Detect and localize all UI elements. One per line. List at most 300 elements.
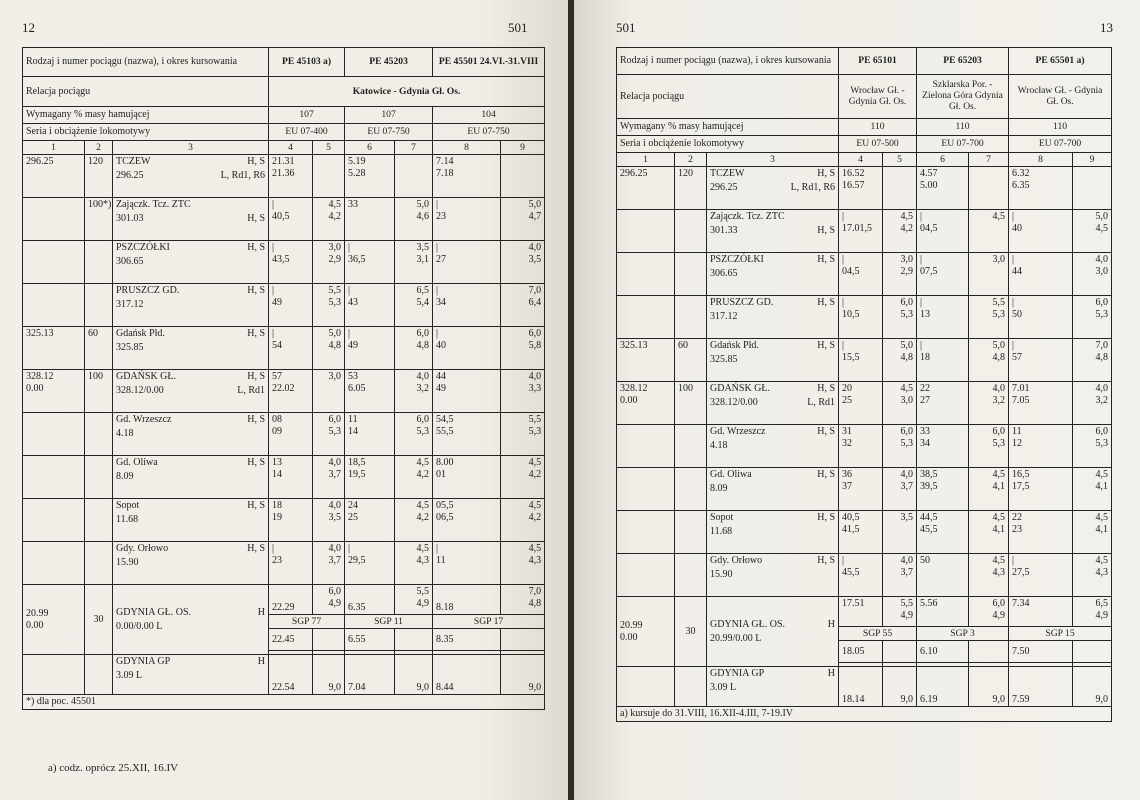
time-cell: 13 14	[269, 456, 313, 499]
train-header: PE 45501 24.VI.-31.VIII	[433, 48, 545, 77]
run-time: 7,0 4,8	[501, 585, 545, 615]
time-cell: 4.57 5.00	[917, 167, 969, 210]
station-distance: 317.12	[116, 298, 144, 310]
station-distance: 3.09 L	[710, 681, 737, 693]
time-cell: | 29,5	[345, 542, 395, 585]
km-cell	[23, 542, 85, 585]
column-number: 8	[433, 141, 501, 155]
time-cell: | 49	[269, 284, 313, 327]
station-name: Gdy. Orłowo	[710, 555, 763, 566]
station-distance-signs: H, S	[247, 212, 266, 224]
run-time: 4,5 4,3	[969, 554, 1009, 597]
station-distance-signs: L, Rd1, R6	[790, 181, 836, 193]
station-cell	[113, 655, 269, 695]
run-time: 6,0 5,3	[883, 425, 917, 468]
run-time: 4,5 4,3	[1073, 554, 1112, 597]
train-header: PE 65203	[917, 48, 1009, 75]
station-distance: 325.85	[710, 353, 738, 365]
station-cell	[113, 542, 269, 585]
km-cell: 328.12 0.00	[617, 382, 675, 425]
run-time: 3,0	[313, 370, 345, 413]
station-cell	[113, 456, 269, 499]
column-number: 5	[883, 153, 917, 167]
station-name: GDYNIA GŁ. OS.	[710, 619, 785, 631]
column-number: 3	[113, 141, 269, 155]
time-cell: 22 23	[1009, 511, 1073, 554]
time-cell: 44 49	[433, 370, 501, 413]
loco-series: EU 07-400	[269, 124, 345, 141]
station-row	[23, 327, 545, 370]
time-cell: | 40,5	[269, 198, 313, 241]
run-time: 6,0 5,3	[313, 413, 345, 456]
station-distance: 4.18	[116, 427, 134, 439]
run-time	[1073, 167, 1112, 210]
km-cell	[23, 499, 85, 542]
station-signs: H, S	[817, 555, 836, 566]
braking-percent: 107	[345, 107, 433, 124]
km-cell: 328.12 0.00	[23, 370, 85, 413]
departure-time: 6.10	[917, 641, 969, 663]
station-name: Zajączk. Tcz. ZTC	[710, 211, 785, 222]
station-row	[617, 511, 1112, 554]
km-cell	[23, 456, 85, 499]
time-cell: 16.52 16.57	[839, 167, 883, 210]
sgp-track: SGP 3	[917, 627, 1009, 641]
time-cell: 22.54	[269, 655, 313, 695]
km-cell	[23, 284, 85, 327]
station-row	[23, 284, 545, 327]
station-distance: 11.68	[116, 513, 139, 525]
station-signs: H, S	[247, 371, 266, 382]
speed-cell: 120	[675, 167, 707, 210]
station-name: Gdańsk Płd.	[710, 340, 759, 351]
station-signs: H, S	[817, 168, 836, 179]
run-time: 3,5 3,1	[395, 241, 433, 284]
run-time: 3,0 2,9	[883, 253, 917, 296]
station-cell	[707, 425, 839, 468]
speed-cell	[85, 456, 113, 499]
time-cell: 57 22.02	[269, 370, 313, 413]
station-name: Gd. Wrzeszcz	[710, 426, 766, 437]
speed-cell	[85, 499, 113, 542]
speed-cell: 100	[85, 370, 113, 413]
arrival-time: 6.35	[345, 585, 395, 615]
run-time: 5,5 4,9	[395, 585, 433, 615]
station-cell	[113, 327, 269, 370]
run-time: 4,5 4,1	[969, 468, 1009, 511]
braking-percent: 110	[1009, 119, 1112, 136]
station-row	[617, 296, 1112, 339]
run-time: 4,0 3,7	[883, 468, 917, 511]
time-cell: | 43,5	[269, 241, 313, 284]
loco-label: Seria i obciążenie lokomotywy	[23, 124, 269, 141]
time-cell: | 23	[433, 198, 501, 241]
run-time: 4,0 3,7	[313, 456, 345, 499]
run-time: 4,5 4,2	[501, 456, 545, 499]
right-page	[574, 0, 1140, 800]
run-time: 4,5	[969, 210, 1009, 253]
run-time: 6,0 5,3	[969, 425, 1009, 468]
time-cell: 8.44	[433, 655, 501, 695]
station-cell	[707, 554, 839, 597]
run-time: 9,0	[501, 655, 545, 695]
time-cell: | 27,5	[1009, 554, 1073, 597]
timetable-number-left: 501	[508, 20, 528, 35]
station-signs: H, S	[247, 328, 266, 339]
time-cell: | 45,5	[839, 554, 883, 597]
run-time: 6,5 5,4	[395, 284, 433, 327]
time-cell: 6.19	[917, 667, 969, 707]
station-distance: 328.12/0.00	[710, 396, 758, 408]
time-cell: 50	[917, 554, 969, 597]
footnote-box: a) kursuje do 31.VIII, 16.XII-4.III, 7-19.IV	[617, 707, 1112, 722]
time-cell: 8.00 01	[433, 456, 501, 499]
station-distance: 0.00/0.00 L	[116, 620, 163, 632]
station-row	[23, 456, 545, 499]
km-cell	[617, 597, 675, 667]
column-number: 7	[969, 153, 1009, 167]
station-name: Gdańsk Płd.	[116, 328, 165, 339]
station-name: Gd. Wrzeszcz	[116, 414, 172, 425]
run-time	[501, 155, 545, 198]
departure-time: 18.05	[839, 641, 883, 663]
speed-cell: 30	[675, 597, 707, 667]
column-number: 9	[1073, 153, 1112, 167]
train-header: PE 45203	[345, 48, 433, 77]
run-time: 5,0 4,8	[883, 339, 917, 382]
station-distance: 306.65	[710, 267, 738, 279]
km-value: 0.00	[26, 619, 44, 631]
time-cell: | 34	[433, 284, 501, 327]
station-signs: H, S	[247, 285, 266, 296]
train-relation: Wrocław Gł. - Gdynia Gł. Os.	[1009, 75, 1112, 119]
run-time: 3,0	[969, 253, 1009, 296]
speed-cell	[85, 542, 113, 585]
column-number: 1	[23, 141, 85, 155]
arrival-time: 22.29	[269, 585, 313, 615]
time-cell: 18 19	[269, 499, 313, 542]
km-cell	[617, 425, 675, 468]
column-number: 6	[345, 141, 395, 155]
km-cell	[23, 241, 85, 284]
column-number: 4	[839, 153, 883, 167]
braking-percent: 110	[917, 119, 1009, 136]
relation-label: Relacja pociągu	[617, 75, 839, 119]
column-number: 7	[395, 141, 433, 155]
sgp-track: SGP 15	[1009, 627, 1112, 641]
run-time: 5,5 5,3	[969, 296, 1009, 339]
run-time: 5,0 4,5	[1073, 210, 1112, 253]
station-cell	[113, 241, 269, 284]
km-cell: 296.25	[23, 155, 85, 198]
time-cell: | 44	[1009, 253, 1073, 296]
speed-cell: 60	[85, 327, 113, 370]
run-time: 6,0 5,3	[883, 296, 917, 339]
time-cell: 11 14	[345, 413, 395, 456]
run-time: 4,5 4,2	[395, 499, 433, 542]
km-cell	[23, 655, 85, 695]
run-time: 9,0	[883, 667, 917, 707]
time-cell: 33 34	[917, 425, 969, 468]
station-row	[617, 425, 1112, 468]
loco-series: EU 07-700	[917, 136, 1009, 153]
station-row	[617, 468, 1112, 511]
time-cell: 36 37	[839, 468, 883, 511]
train-header: PE 65101	[839, 48, 917, 75]
left-page	[0, 0, 568, 800]
station-distance-signs: L, Rd1	[807, 396, 836, 408]
footnote-box: *) dla poc. 45501	[23, 695, 545, 710]
station-name: GDYNIA GŁ. OS.	[116, 607, 191, 619]
station-signs: H, S	[247, 414, 266, 425]
time-cell: 33	[345, 198, 395, 241]
time-cell: 6.32 6.35	[1009, 167, 1073, 210]
speed-cell	[675, 210, 707, 253]
km-cell	[617, 667, 675, 707]
station-name: Gd. Oliwa	[710, 469, 752, 480]
km-cell	[617, 511, 675, 554]
arrival-time: 8.18	[433, 585, 501, 615]
sgp-track: SGP 11	[345, 615, 433, 629]
braking-label: Wymagany % masy hamującej	[23, 107, 269, 124]
run-time: 3,5	[883, 511, 917, 554]
run-time	[395, 155, 433, 198]
run-time: 4,0 3,5	[313, 499, 345, 542]
station-cell	[113, 370, 269, 413]
station-distance: 301.33	[710, 224, 738, 236]
km-cell	[617, 210, 675, 253]
km-cell: 325.13	[23, 327, 85, 370]
station-signs: H, S	[247, 457, 266, 468]
station-name: Zajączk. Tcz. ZTC	[116, 199, 191, 210]
run-time: 5,0 4,7	[501, 198, 545, 241]
time-cell: | 23	[269, 542, 313, 585]
station-name: TCZEW	[116, 156, 151, 167]
train-header: PE 65501 a)	[1009, 48, 1112, 75]
run-time: 6,0 4,8	[395, 327, 433, 370]
station-row	[23, 542, 545, 585]
station-distance: 296.25	[116, 169, 144, 181]
station-signs: H	[257, 607, 266, 619]
station-name: Sopot	[710, 512, 734, 523]
station-distance: 20.99/0.00 L	[710, 632, 762, 644]
station-cell	[113, 499, 269, 542]
departure-time: 7.50	[1009, 641, 1073, 663]
run-time: 4,0 3,2	[395, 370, 433, 413]
km-cell	[617, 253, 675, 296]
run-time: 4,5 4,1	[1073, 468, 1112, 511]
time-cell: 20 25	[839, 382, 883, 425]
run-time: 4,5 4,3	[501, 542, 545, 585]
station-cell	[707, 296, 839, 339]
station-name: Gd. Oliwa	[116, 457, 158, 468]
km-value: 20.99	[26, 608, 49, 620]
station-row	[617, 167, 1112, 210]
station-name: Sopot	[116, 500, 140, 511]
time-cell: 7.14 7.18	[433, 155, 501, 198]
time-cell: | 54	[269, 327, 313, 370]
time-cell: 22 27	[917, 382, 969, 425]
station-name: TCZEW	[710, 168, 745, 179]
loco-series: EU 07-700	[1009, 136, 1112, 153]
time-cell: | 40	[1009, 210, 1073, 253]
time-cell: 7.01 7.05	[1009, 382, 1073, 425]
station-name: PSZCZÓŁKI	[116, 242, 170, 253]
time-cell: | 50	[1009, 296, 1073, 339]
run-time: 4,0 3,7	[313, 542, 345, 585]
train-header: PE 45103 a)	[269, 48, 345, 77]
run-time: 5,0 4,8	[313, 327, 345, 370]
run-time: 4,5 4,1	[1073, 511, 1112, 554]
time-cell: 24 25	[345, 499, 395, 542]
station-distance: 325.85	[116, 341, 144, 353]
station-distance: 4.18	[710, 439, 728, 451]
station-row	[617, 339, 1112, 382]
station-name: GDAŃSK GŁ.	[710, 383, 770, 394]
speed-cell	[675, 511, 707, 554]
run-time: 4,0 3,0	[1073, 253, 1112, 296]
station-distance: 296.25	[710, 181, 738, 193]
speed-cell	[675, 667, 707, 707]
time-cell: | 04,5	[839, 253, 883, 296]
time-cell: | 07,5	[917, 253, 969, 296]
run-time: 4,0 3,5	[501, 241, 545, 284]
time-cell: 16,5 17,5	[1009, 468, 1073, 511]
run-time: 4,5 3,0	[883, 382, 917, 425]
run-time: 9,0	[395, 655, 433, 695]
speed-cell	[85, 284, 113, 327]
run-time: 4,5 4,3	[395, 542, 433, 585]
station-distance: 15.90	[116, 556, 139, 568]
run-time: 6,0 5,3	[1073, 296, 1112, 339]
time-cell: 40,5 41,5	[839, 511, 883, 554]
station-row	[23, 241, 545, 284]
run-time: 4,5 4,2	[501, 499, 545, 542]
column-number: 8	[1009, 153, 1073, 167]
page-number-right: 13	[1100, 20, 1113, 35]
braking-percent: 104	[433, 107, 545, 124]
station-cell	[113, 155, 269, 198]
km-cell	[617, 554, 675, 597]
time-cell: 08 09	[269, 413, 313, 456]
station-signs: H, S	[247, 500, 266, 511]
train-number-label: Rodzaj i numer pociągu (nazwa), i okres kursowania	[23, 48, 269, 77]
arrival-time: 17.51	[839, 597, 883, 627]
speed-cell	[675, 425, 707, 468]
timetable-table-left	[22, 47, 545, 710]
time-cell: | 27	[433, 241, 501, 284]
loco-series: EU 07-500	[839, 136, 917, 153]
station-cell	[707, 210, 839, 253]
sgp-track: SGP 17	[433, 615, 545, 629]
station-name: PSZCZÓŁKI	[710, 254, 764, 265]
run-time: 4,5 4,2	[395, 456, 433, 499]
km-value: 20.99	[620, 620, 643, 632]
run-time: 4,0 3,3	[501, 370, 545, 413]
station-name: PRUSZCZ GD.	[116, 285, 180, 296]
speed-cell	[675, 554, 707, 597]
station-row	[23, 370, 545, 413]
station-row	[23, 499, 545, 542]
time-cell: 44,5 45,5	[917, 511, 969, 554]
braking-percent: 107	[269, 107, 345, 124]
footnote: a) codz. oprócz 25.XII, 16.IV	[48, 762, 179, 774]
column-number: 3	[707, 153, 839, 167]
station-cell	[113, 413, 269, 456]
run-time: 9,0	[313, 655, 345, 695]
station-distance: 317.12	[710, 310, 738, 322]
station-cell	[707, 667, 839, 707]
timetable-table-right	[616, 47, 1112, 722]
km-cell	[617, 468, 675, 511]
timetable-number-right: 501	[616, 20, 636, 35]
speed-cell	[675, 253, 707, 296]
run-time: 7,0 4,8	[1073, 339, 1112, 382]
run-time: 5,5 5,3	[313, 284, 345, 327]
time-cell: | 11	[433, 542, 501, 585]
station-signs: H, S	[817, 254, 836, 265]
sgp-track: SGP 77	[269, 615, 345, 629]
departure-time: 6.55	[345, 629, 395, 651]
speed-cell: 30	[85, 585, 113, 655]
speed-cell: 60	[675, 339, 707, 382]
station-distance: 3.09 L	[116, 669, 143, 681]
station-distance-signs: L, Rd1	[237, 384, 266, 396]
time-cell: 21.31 21.36	[269, 155, 313, 198]
run-time: 4,5 4,1	[969, 511, 1009, 554]
km-cell: 325.13	[617, 339, 675, 382]
run-time: 4,0 3,2	[969, 382, 1009, 425]
station-distance: 328.12/0.00	[116, 384, 164, 396]
station-name: GDYNIA GP	[116, 656, 171, 668]
column-number: 2	[85, 141, 113, 155]
speed-cell	[85, 241, 113, 284]
km-cell	[23, 413, 85, 456]
column-number: 5	[313, 141, 345, 155]
run-time: 4,0 3,2	[1073, 382, 1112, 425]
time-cell: | 15,5	[839, 339, 883, 382]
loco-series: EU 07-750	[345, 124, 433, 141]
km-cell	[23, 198, 85, 241]
run-time: 6,5 4,9	[1073, 597, 1112, 627]
station-cell	[707, 253, 839, 296]
time-cell: | 17.01,5	[839, 210, 883, 253]
column-number: 6	[917, 153, 969, 167]
station-signs: H, S	[247, 242, 266, 253]
time-cell: | 10,5	[839, 296, 883, 339]
station-row	[23, 413, 545, 456]
km-cell	[617, 296, 675, 339]
station-row	[617, 382, 1112, 425]
station-cell	[707, 468, 839, 511]
station-cell	[707, 597, 839, 667]
station-distance: 8.09	[710, 482, 728, 494]
station-name: GDAŃSK GŁ.	[116, 371, 176, 382]
column-number: 1	[617, 153, 675, 167]
time-cell: 18.14	[839, 667, 883, 707]
station-name: PRUSZCZ GD.	[710, 297, 774, 308]
station-cell	[113, 198, 269, 241]
page-number-left: 12	[22, 20, 35, 35]
time-cell: | 13	[917, 296, 969, 339]
station-cell	[113, 585, 269, 655]
time-cell: 7.59	[1009, 667, 1073, 707]
station-signs: H, S	[817, 383, 836, 394]
run-time: 5,5 4,9	[883, 597, 917, 627]
arrival-time: 7.34	[1009, 597, 1073, 627]
station-row	[617, 210, 1112, 253]
station-signs: H, S	[817, 469, 836, 480]
